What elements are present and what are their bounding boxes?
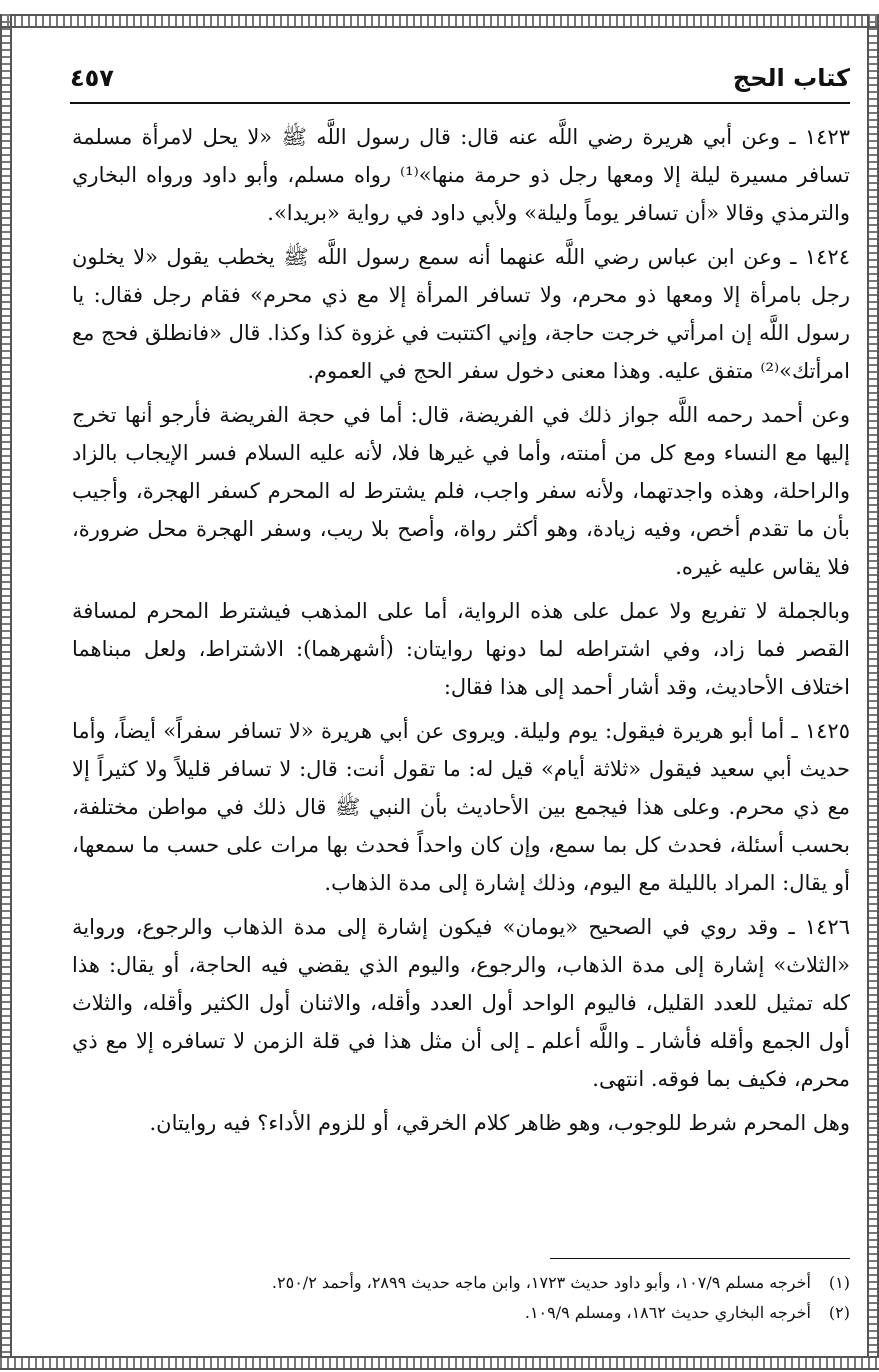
paragraph-ahmad-opinion: وعن أحمد رحمه اللَّه جواز ذلك في الفريضة، قال: أما في حجة الفريضة فأرجو أنها تخرج إليها مع النساء ومع كل من أمنته، وأما في غيرها فلا، لأنه عليه السلام فسر الإيجاب بالزاد والراحلة، وهذه واجدتهما، ولأنه سفر واجب، فلم يشترط له المحرم كسفر الهجرة، وأجيب بأن ما تقدم أخص، وفيه زيادة، وهو أكثر رواة، وأصح بلا ريب، وسفر الهجرة محل ضرورة، فلا يقاس عليه غيره. [72, 403, 850, 579]
decorative-border-top [0, 14, 879, 28]
footnote-1 [72, 1268, 850, 1298]
decorative-border-left [0, 14, 12, 1370]
paragraph-1426: ١٤٢٦ ـ وقد روي في الصحيح «يومان» فيكون إشارة إلى مدة الذهاب والرجوع، ورواية «الثلاث» إشارة إلى مدة الذهاب، والرجوع، واليوم الذي يقضي فيه الحاجة، أو يقال: هذا كله تمثيل للعدد القليل، فاليوم الواحد أول العدد وأقله، والاثنان أول الكثير وأقله، والثلاث أول الجمع وأقله فأشار ـ واللَّه أعلم ـ إلى أن مثل هذا في قلة الزمن لا تسافره إلا مع ذي محرم، فكيف بما فوقه. انتهى. [72, 915, 850, 1091]
paragraph-1425: ١٤٢٥ ـ أما أبو هريرة فيقول: يوم وليلة. ويروى عن أبي هريرة «لا تسافر سفراً» أيضاً، وأما حديث أبي سعيد فيقول «ثلاثة أيام» قيل له: ما تقول أنت: قال: لا تسافر قليلاً ولا كثيراً إلا مع ذي محرم. وعلى هذا فيجمع بين الأحاديث بأن النبي ﷺ قال ذلك في مواطن مختلفة، بحسب أسئلة، فحدث كل بما سمع، وإن كان واحداً فحدث بها مرات على حسب ما سمعها، أو يقال: المراد بالليلة مع اليوم، وذلك إشارة إلى مدة الذهاب. [72, 719, 850, 895]
paragraph-summary: وبالجملة لا تفريع ولا عمل على هذه الرواية، أما على المذهب فيشترط المحرم لمسافة القصر فما زاد، وفي اشتراطه لما دونها روايتان: (أشهرهما): الاشتراط، ولعل مبناهما اختلاف الأحاديث، وقد أشار أحمد إلى هذا فقال: [72, 599, 850, 699]
footnote-text: أخرجه البخاري حديث ١٨٦٢، ومسلم ١٠٩/٩. [524, 1303, 811, 1322]
decorative-border-right [867, 14, 879, 1370]
running-title: كتاب الحج [732, 64, 850, 92]
footnote-2 [72, 1298, 850, 1328]
page-header [70, 62, 850, 104]
paragraph-1423: ١٤٢٣ ـ وعن أبي هريرة رضي اللَّه عنه قال: قال رسول اللَّه ﷺ «لا يحل لامرأة مسلمة تسافر مسيرة ليلة إلا ومعها رجل ذو حرمة منها»⁽¹⁾ رواه مسلم، وأبو داود ورواه البخاري والترمذي وقالا «أن تسافر يوماً وليلة» ولأبي داود في رواية «بريدا». [72, 125, 850, 225]
footnote-text: أخرجه مسلم ١٠٧/٩، وأبو داود حديث ١٧٢٣، وابن ماجه حديث ٢٨٩٩، وأحمد ٢٥٠/٢. [271, 1273, 811, 1292]
paragraph-closing: وهل المحرم شرط للوجوب، وهو ظاهر كلام الخرقي، أو للزوم الأداء؟ فيه روايتان. [149, 1111, 850, 1135]
footnotes [72, 1268, 850, 1328]
footnote-marker: (٢) [828, 1303, 850, 1322]
footnote-marker: (١) [828, 1273, 850, 1292]
paragraph-1424: ١٤٢٤ ـ وعن ابن عباس رضي اللَّه عنهما أنه سمع رسول اللَّه ﷺ يخطب يقول «لا يخلون رجل بامرأة إلا ومعها ذو محرم، ولا تسافر المرأة إلا مع ذي محرم» فقام رجل فقال: يا رسول اللَّه إن امرأتي خرجت حاجة، وإني اكتتبت في غزوة كذا وكذا. قال «فانطلق فحج مع امرأتك»⁽²⁾ متفق عليه. وهذا معنى دخول سفر الحج في العموم. [72, 245, 850, 383]
page-number: ٤٥٧ [70, 64, 114, 92]
main-text [72, 118, 850, 1238]
footnote-separator [550, 1258, 850, 1259]
decorative-border-bottom [0, 1356, 879, 1370]
